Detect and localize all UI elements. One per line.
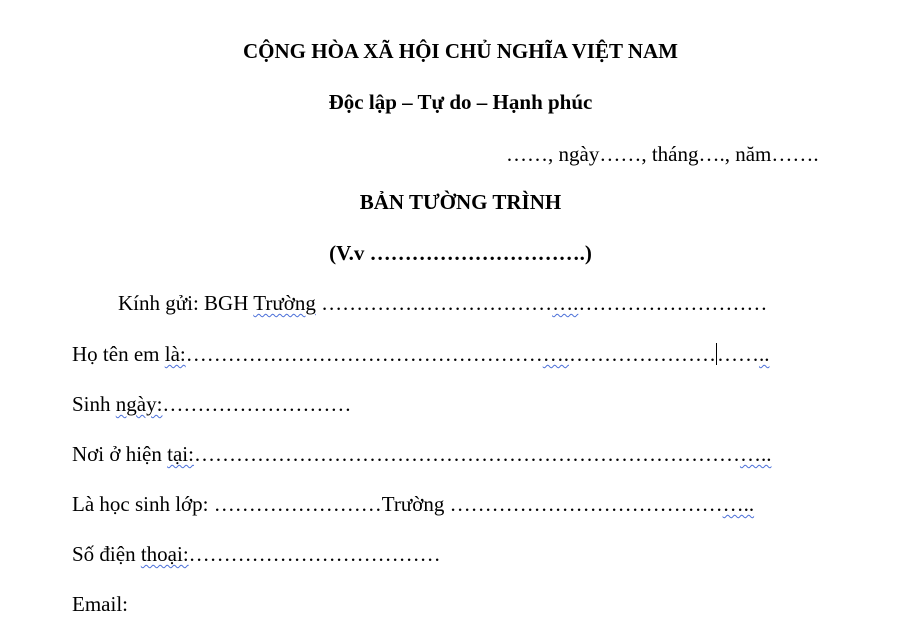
- full-name-dots: ……………………………………………: [185, 342, 543, 366]
- recipient-dots-end: ………………………: [578, 291, 768, 315]
- full-name-line[interactable]: [72, 341, 769, 367]
- full-name-label-marked: là:: [164, 342, 186, 366]
- class-school-dots-end: …..: [722, 492, 755, 516]
- full-name-dots-mid: …………………: [568, 342, 716, 366]
- class-dots: ……………………: [213, 492, 382, 516]
- email-line: Email:: [72, 592, 128, 616]
- recipient-label: Kính gửi: BGH: [118, 291, 254, 315]
- birth-date-label-marked: ngày:: [115, 392, 163, 416]
- phone-label: Số điện: [72, 542, 141, 566]
- phone-line: [72, 541, 441, 567]
- recipient-line: [118, 290, 767, 316]
- class-line: [72, 491, 754, 517]
- full-name-dots-marked: ….: [542, 342, 569, 366]
- address-label: Nơi ở hiện: [72, 442, 168, 466]
- birth-date-label: Sinh: [72, 392, 116, 416]
- recipient-dots: ……………………………: [315, 291, 553, 315]
- class-school-label: Trường: [381, 492, 450, 516]
- subject-line: (V.v ………………………….): [329, 241, 592, 265]
- phone-label-marked: thoại:: [140, 542, 189, 566]
- recipient-dots-marked: ….: [552, 291, 579, 315]
- birth-date-line: [72, 391, 351, 417]
- address-dots-end: …..: [739, 442, 772, 466]
- address-label-marked: tại:: [167, 442, 194, 466]
- motto-heading: Độc lập – Tự do – Hạnh phúc: [328, 90, 593, 114]
- country-heading: CỘNG HÒA XÃ HỘI CHỦ NGHĨA VIỆT NAM: [242, 39, 679, 63]
- recipient-school-label: Trường: [253, 291, 316, 315]
- full-name-label: Họ tên em: [72, 342, 165, 366]
- full-name-dots-after-cursor: ……: [716, 342, 759, 366]
- document-title: BẢN TƯỜNG TRÌNH: [359, 190, 562, 214]
- phone-dots: ………………………………: [188, 542, 441, 566]
- address-dots: ……………………………………………………………………: [193, 442, 740, 466]
- date-line: ……, ngày……, tháng…., năm…….: [506, 142, 819, 166]
- birth-date-dots: ………………………: [162, 392, 352, 416]
- address-line: [72, 441, 771, 467]
- full-name-dots-end: ..: [758, 342, 770, 366]
- class-label: Là học sinh lớp:: [72, 492, 214, 516]
- class-school-dots: …………………………………: [449, 492, 723, 516]
